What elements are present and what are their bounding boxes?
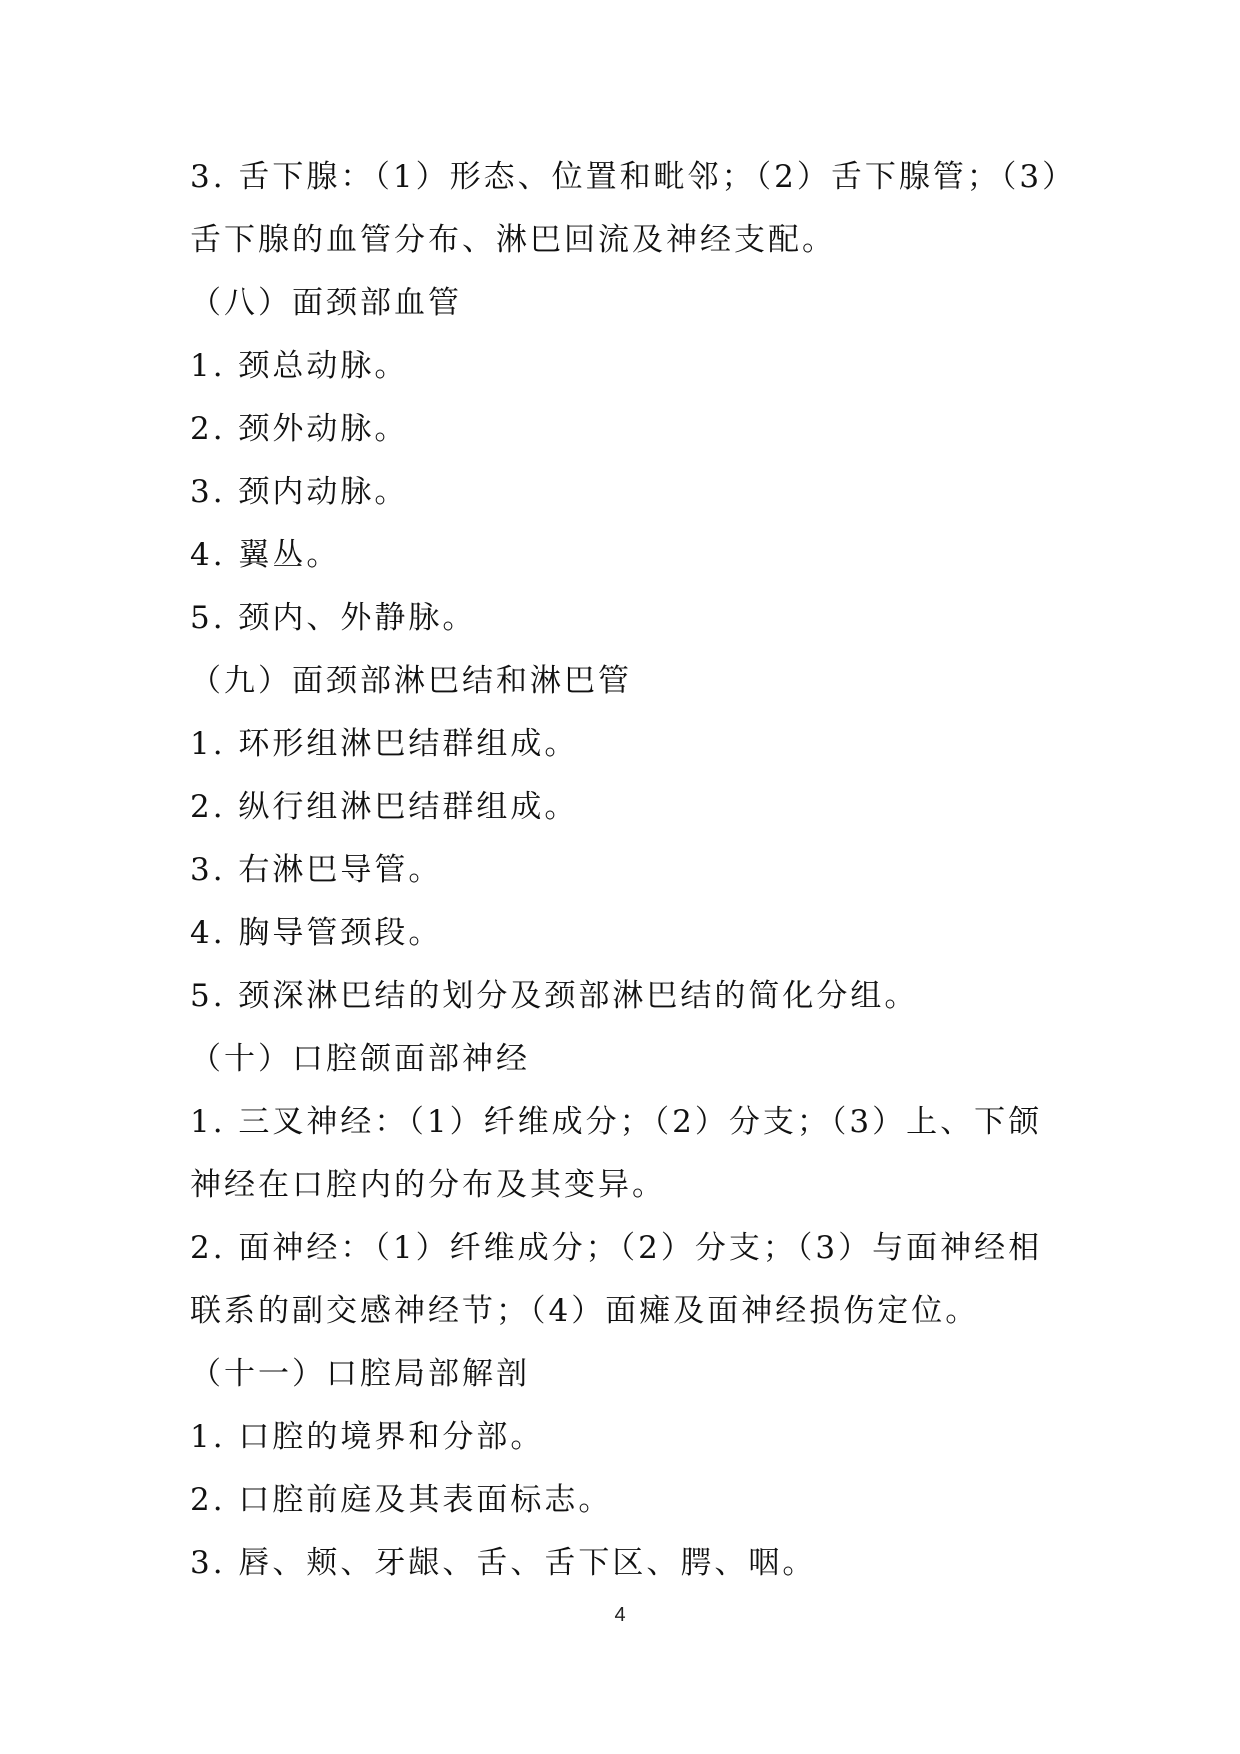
list-item: 5. 颈内、外静脉。	[190, 600, 477, 636]
section-heading-lymph: （九）面颈部淋巴结和淋巴管	[190, 663, 632, 699]
list-item: 5. 颈深淋巴结的划分及颈部淋巴结的简化分组。	[190, 978, 919, 1014]
list-item: 4. 翼丛。	[190, 537, 341, 573]
list-item-facial-nerve: 2. 面神经：（1）纤维成分；（2）分支；（3）与面神经相	[190, 1230, 1043, 1266]
list-item: 4. 胸导管颈段。	[190, 915, 443, 951]
list-item-trigeminal: 1. 三叉神经：（1）纤维成分；（2）分支；（3）上、下颌	[190, 1104, 1043, 1140]
page-number: 4	[614, 1604, 626, 1626]
list-item: 1. 环形组淋巴结群组成。	[190, 726, 579, 762]
list-item-facial-nerve-continued: 联系的副交感神经节；（4）面瘫及面神经损伤定位。	[190, 1293, 980, 1329]
list-item: 1. 口腔的境界和分部。	[190, 1419, 545, 1455]
list-item: 3. 唇、颊、牙龈、舌、舌下区、腭、咽。	[190, 1545, 817, 1581]
list-item: 2. 纵行组淋巴结群组成。	[190, 789, 579, 825]
list-item: 2. 口腔前庭及其表面标志。	[190, 1482, 613, 1518]
section-heading-oral-anatomy: （十一）口腔局部解剖	[190, 1356, 530, 1392]
list-item: 1. 颈总动脉。	[190, 348, 409, 384]
document-body	[190, 146, 1077, 1595]
list-item: 3. 右淋巴导管。	[190, 852, 443, 888]
list-item: 3. 颈内动脉。	[190, 474, 409, 510]
list-item-trigeminal-continued: 神经在口腔内的分布及其变异。	[190, 1167, 666, 1203]
list-item: 2. 颈外动脉。	[190, 411, 409, 447]
section-heading-vessels: （八）面颈部血管	[190, 285, 462, 321]
list-item-sublingual-gland: 3. 舌下腺：（1）形态、位置和毗邻；（2）舌下腺管；（3）	[190, 159, 1077, 195]
list-item-sublingual-gland-continued: 舌下腺的血管分布、淋巴回流及神经支配。	[190, 222, 836, 258]
section-heading-nerves: （十）口腔颌面部神经	[190, 1041, 530, 1077]
